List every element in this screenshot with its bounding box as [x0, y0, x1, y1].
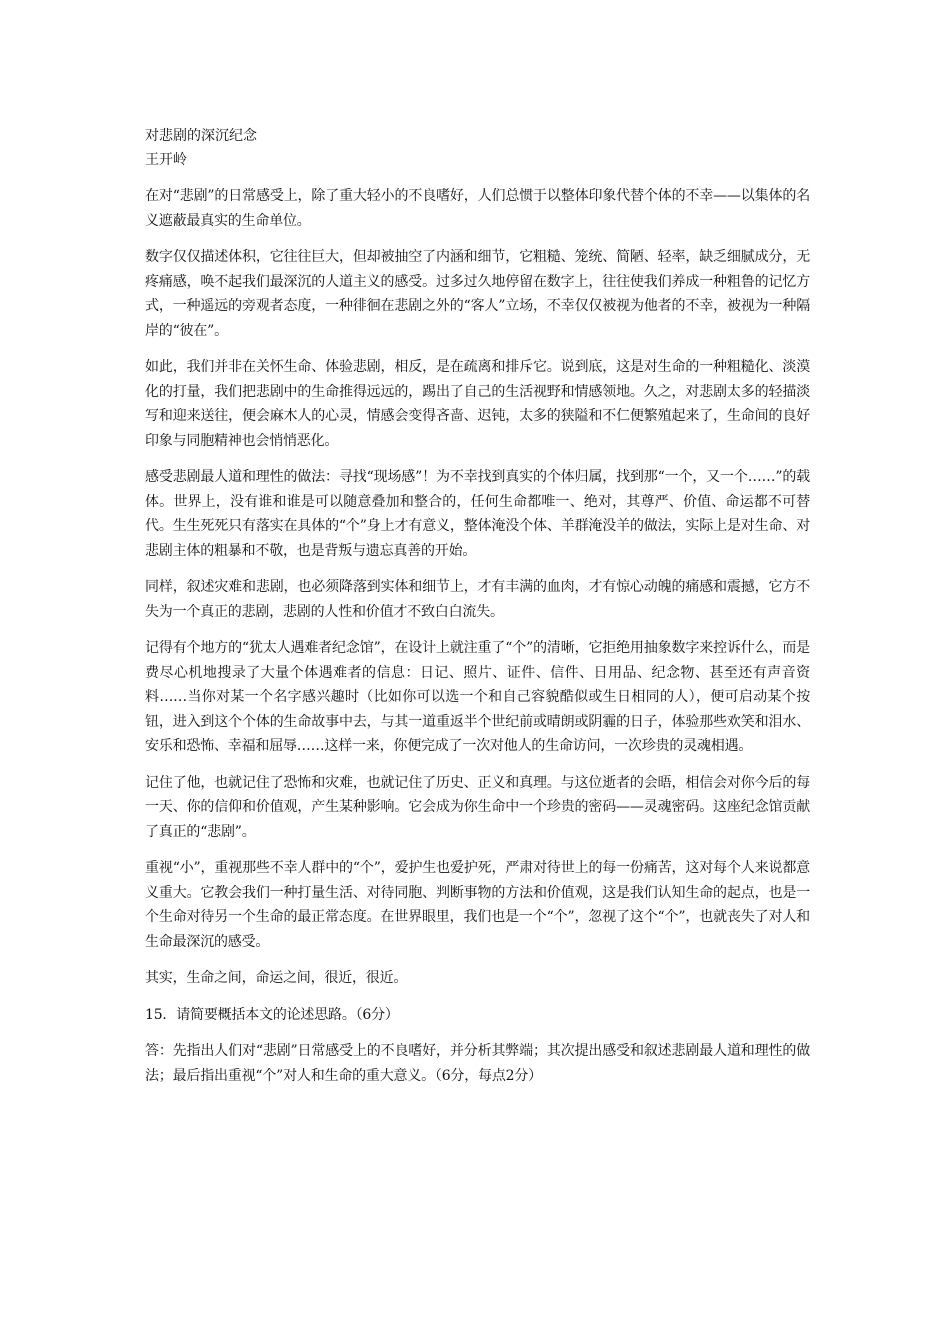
answer-text: 答：先指出人们对“悲剧”日常感受上的不良嗜好，并分析其弊端；其次提出感受和叙述悲剧最人道和理性的做法；最后指出重视“个”对人和生命的重大意义。（6分，每点2分）: [145, 1043, 810, 1084]
paragraph-6: 记得有个地方的“犹太人遇难者纪念馆”，在设计上就注重了“个”的清晰，它拒绝用抽象数字来控诉什么，而是费尽心机地搜录了大量个体遇难者的信息：日记、照片、证件、信件、日用品、纪念物、甚至还有声音资料……当你对某一个名字感兴趣时（比如你可以选一个和自己容貌酷似或生日相同的人），便可启动某个按钮，进入到这个个体的生命故事中去，与其一道重返半个世纪前或晴朗或阴霾的日子，体验那些欢笑和泪水、安乐和恐怖、幸福和屈辱……这样一来，你便完成了一次对他人的生命访问，一次珍贵的灵魂相遇。: [145, 640, 810, 754]
question-15: 15．请简要概括本文的论述思路。（6分）: [145, 1006, 399, 1023]
document-page: [145, 124, 810, 1100]
paragraph-1: 在对“悲剧”的日常感受上，除了重大轻小的不良嗜好，人们总惯于以整体印象代替个体的不幸——以集体的名义遮蔽最真实的生命单位。: [145, 188, 810, 229]
article-author: 王开岭: [145, 152, 187, 168]
paragraph-5: 同样，叙述灾难和悲剧，也必须降落到实体和细节上，才有丰满的血肉，才有惊心动魄的痛感和震撼，它方不失为一个真正的悲剧，悲剧的人性和价值才不致白白流失。: [145, 579, 810, 620]
paragraph-9: 其实，生命之间，命运之间，很近，很近。: [145, 970, 408, 986]
paragraph-7: 记住了他，也就记住了恐怖和灾难，也就记住了历史、正义和真理。与这位逝者的会晤，相信会对你今后的每一天、你的信仰和价值观，产生某种影响。它会成为你生命中一个珍贵的密码——灵魂密码。这座纪念馆贡献了真正的“悲剧”。: [145, 774, 810, 840]
paragraph-3: 如此，我们并非在关怀生命、体验悲剧，相反，是在疏离和排斥它。说到底，这是对生命的一种粗糙化、淡漠化的打量，我们把悲剧中的生命推得远远的，踢出了自己的生活视野和情感领地。久之，对悲剧太多的轻描淡写和迎来送往，便会麻木人的心灵，情感会变得吝啬、迟钝，太多的狭隘和不仁便繁殖起来了，生命间的良好印象与同胞精神也会悄悄恶化。: [145, 359, 810, 449]
paragraph-8: 重视“小”，重视那些不幸人群中的“个”，爱护生也爱护死，严肃对待世上的每一份痛苦，这对每个人来说都意义重大。它教会我们一种打量生活、对待同胞、判断事物的方法和价值观，这是我们认知生命的起点，也是一个生命对待另一个生命的最正常态度。在世界眼里，我们也是一个“个”，忽视了这个“个”，也就丧失了对人和生命最深沉的感受。: [145, 860, 810, 950]
paragraph-4: 感受悲剧最人道和理性的做法：寻找“现场感”！为不幸找到真实的个体归属，找到那“一个，又一个……”的载体。世界上，没有谁和谁是可以随意叠加和整合的，任何生命都唯一、绝对，其尊严、价值、命运都不可替代。生生死死只有落实在具体的“个”身上才有意义，整体淹没个体、羊群淹没羊的做法，实际上是对生命、对悲剧主体的粗暴和不敬，也是背叛与遗忘真善的开始。: [145, 469, 810, 559]
article-title: 对悲剧的深沉纪念: [145, 128, 257, 144]
paragraph-2: 数字仅仅描述体积，它往往巨大，但却被抽空了内涵和细节，它粗糙、笼统、简陋、轻率，缺乏细腻成分，无疼痛感，唤不起我们最深沉的人道主义的感受。过多过久地停留在数字上，往往使我们养成一种粗鲁的记忆方式，一种遥远的旁观者态度，一种徘徊在悲剧之外的“客人”立场，不幸仅仅被视为他者的不幸，被视为一种隔岸的“彼在”。: [145, 249, 810, 339]
